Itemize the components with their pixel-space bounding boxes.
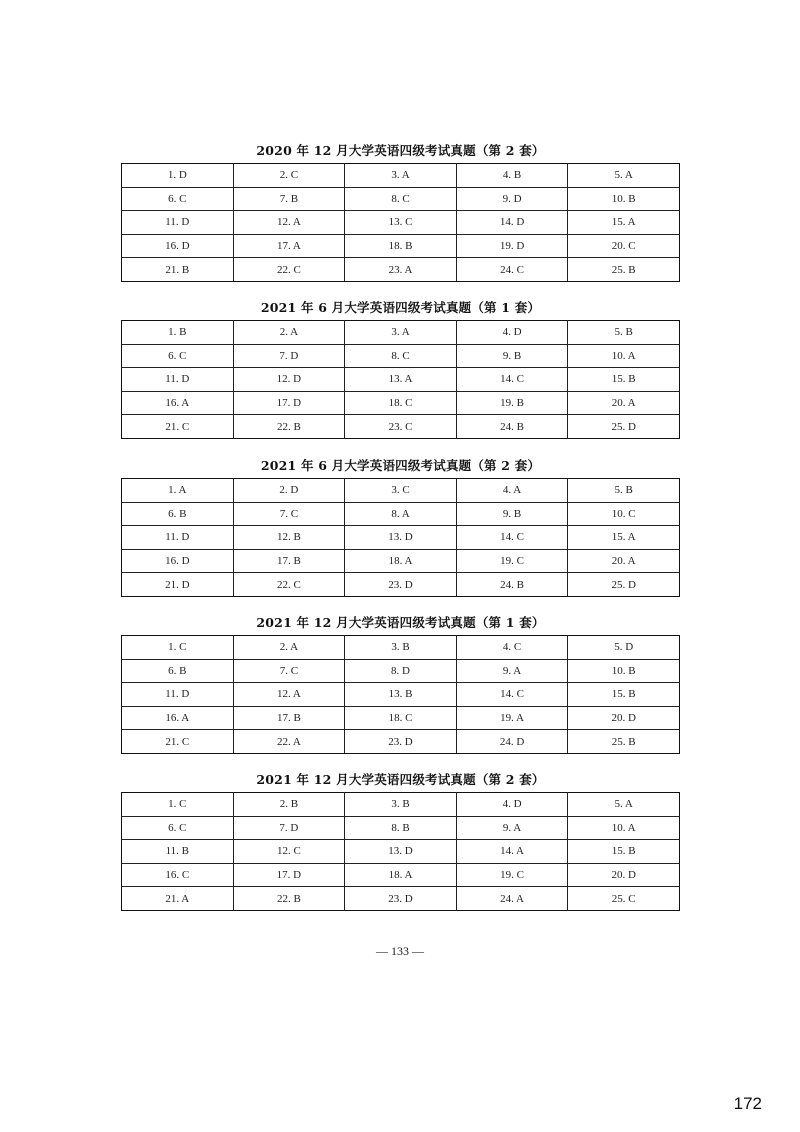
answer-cell: 9. B <box>456 502 568 526</box>
answer-cell: 19. D <box>456 234 568 258</box>
answer-table <box>121 635 680 754</box>
table-row <box>122 816 680 840</box>
answer-cell: 25. D <box>568 573 680 597</box>
answer-cell: 1. C <box>122 793 234 817</box>
answer-cell: 13. B <box>345 683 457 707</box>
answer-cell: 3. B <box>345 636 457 660</box>
answer-cell: 22. C <box>233 258 345 282</box>
answer-cell: 11. D <box>122 211 234 235</box>
answer-cell: 15. B <box>568 840 680 864</box>
answer-cell: 3. B <box>345 793 457 817</box>
answer-cell: 6. B <box>122 659 234 683</box>
answer-cell: 21. D <box>122 573 234 597</box>
answer-cell: 15. A <box>568 526 680 550</box>
answer-cell: 18. A <box>345 863 457 887</box>
answer-cell: 18. B <box>345 234 457 258</box>
answer-cell: 14. C <box>456 526 568 550</box>
answer-cell: 7. D <box>233 816 345 840</box>
answer-cell: 23. D <box>345 730 457 754</box>
answer-cell: 2. D <box>233 479 345 503</box>
answer-cell: 21. A <box>122 887 234 911</box>
answer-cell: 5. B <box>568 479 680 503</box>
answer-cell: 10. B <box>568 659 680 683</box>
answer-cell: 7. D <box>233 344 345 368</box>
table-row <box>122 391 680 415</box>
answer-cell: 16. A <box>122 391 234 415</box>
answer-cell: 13. C <box>345 211 457 235</box>
answer-cell: 2. C <box>233 164 345 188</box>
answer-cell: 7. C <box>233 502 345 526</box>
answer-cell: 8. B <box>345 816 457 840</box>
answer-cell: 4. D <box>456 321 568 345</box>
table-row <box>122 887 680 911</box>
answer-cell: 8. A <box>345 502 457 526</box>
table-row <box>122 636 680 660</box>
answer-cell: 9. B <box>456 344 568 368</box>
answer-cell: 12. A <box>233 211 345 235</box>
answer-cell: 4. B <box>456 164 568 188</box>
answer-cell: 8. C <box>345 187 457 211</box>
answer-cell: 4. A <box>456 479 568 503</box>
answer-cell: 19. C <box>456 549 568 573</box>
page-number-footer: — 133 — <box>376 944 424 958</box>
section-title: 2021 年 6 月大学英语四级考试真题（第 1 套） <box>260 300 541 315</box>
scan-page-number: 172 <box>733 1094 762 1113</box>
table-row <box>122 502 680 526</box>
answer-cell: 5. B <box>568 321 680 345</box>
answer-cell: 15. A <box>568 211 680 235</box>
answer-table <box>121 792 680 911</box>
answer-cell: 2. B <box>233 793 345 817</box>
answer-table <box>121 163 680 282</box>
answer-cell: 12. A <box>233 683 345 707</box>
answer-cell: 18. C <box>345 391 457 415</box>
answer-cell: 18. C <box>345 706 457 730</box>
table-row <box>122 344 680 368</box>
answer-cell: 8. D <box>345 659 457 683</box>
table-row <box>122 659 680 683</box>
answer-cell: 4. C <box>456 636 568 660</box>
answer-cell: 25. B <box>568 730 680 754</box>
answer-cell: 24. B <box>456 573 568 597</box>
answer-cell: 20. C <box>568 234 680 258</box>
table-row <box>122 573 680 597</box>
table-row <box>122 164 680 188</box>
answer-cell: 22. B <box>233 887 345 911</box>
answer-cell: 22. B <box>233 415 345 439</box>
table-row <box>122 234 680 258</box>
table-row <box>122 415 680 439</box>
answer-cell: 19. A <box>456 706 568 730</box>
answer-cell: 9. A <box>456 659 568 683</box>
answer-section-2021-jun-set1 <box>121 299 680 439</box>
answer-cell: 1. B <box>122 321 234 345</box>
answer-cell: 24. B <box>456 415 568 439</box>
answer-cell: 21. C <box>122 415 234 439</box>
answer-cell: 16. D <box>122 549 234 573</box>
answer-cell: 17. A <box>233 234 345 258</box>
table-row <box>122 863 680 887</box>
answer-cell: 10. B <box>568 187 680 211</box>
section-title: 2021 年 12 月大学英语四级考试真题（第 1 套） <box>256 615 545 630</box>
answer-cell: 6. C <box>122 344 234 368</box>
table-row <box>122 187 680 211</box>
answer-cell: 22. A <box>233 730 345 754</box>
answer-cell: 16. D <box>122 234 234 258</box>
answer-cell: 12. D <box>233 368 345 392</box>
table-row <box>122 706 680 730</box>
answer-cell: 10. C <box>568 502 680 526</box>
table-row <box>122 730 680 754</box>
answer-cell: 23. C <box>345 415 457 439</box>
answer-cell: 13. D <box>345 526 457 550</box>
section-title: 2020 年 12 月大学英语四级考试真题（第 2 套） <box>256 143 545 158</box>
table-row <box>122 321 680 345</box>
answer-cell: 17. D <box>233 391 345 415</box>
answer-cell: 16. C <box>122 863 234 887</box>
answer-cell: 11. D <box>122 526 234 550</box>
answer-cell: 23. D <box>345 573 457 597</box>
answer-cell: 6. C <box>122 816 234 840</box>
answer-cell: 24. A <box>456 887 568 911</box>
answer-table <box>121 320 680 439</box>
answer-cell: 9. D <box>456 187 568 211</box>
section-title: 2021 年 6 月大学英语四级考试真题（第 2 套） <box>260 458 541 473</box>
answer-cell: 2. A <box>233 636 345 660</box>
answer-cell: 5. A <box>568 793 680 817</box>
answer-cell: 17. B <box>233 549 345 573</box>
section-title: 2021 年 12 月大学英语四级考试真题（第 2 套） <box>256 772 545 787</box>
table-row <box>122 793 680 817</box>
answer-cell: 9. A <box>456 816 568 840</box>
answer-cell: 24. C <box>456 258 568 282</box>
answer-cell: 21. C <box>122 730 234 754</box>
answer-cell: 12. C <box>233 840 345 864</box>
answer-section-2020-dec-set2 <box>121 142 680 282</box>
answer-cell: 19. B <box>456 391 568 415</box>
answer-cell: 6. B <box>122 502 234 526</box>
answer-cell: 3. C <box>345 479 457 503</box>
answer-table <box>121 478 680 597</box>
answer-cell: 5. A <box>568 164 680 188</box>
table-row <box>122 683 680 707</box>
answer-cell: 12. B <box>233 526 345 550</box>
answer-cell: 20. D <box>568 706 680 730</box>
table-row <box>122 211 680 235</box>
answer-cell: 25. B <box>568 258 680 282</box>
answer-cell: 2. A <box>233 321 345 345</box>
answer-cell: 19. C <box>456 863 568 887</box>
answer-cell: 11. D <box>122 368 234 392</box>
answer-cell: 14. A <box>456 840 568 864</box>
answer-cell: 8. C <box>345 344 457 368</box>
answer-cell: 25. D <box>568 415 680 439</box>
answer-cell: 11. B <box>122 840 234 864</box>
answer-cell: 15. B <box>568 368 680 392</box>
table-row <box>122 526 680 550</box>
answer-cell: 20. A <box>568 391 680 415</box>
table-row <box>122 258 680 282</box>
answer-cell: 1. D <box>122 164 234 188</box>
answer-cell: 21. B <box>122 258 234 282</box>
answer-cell: 17. B <box>233 706 345 730</box>
answer-section-2021-dec-set1 <box>121 614 680 754</box>
answer-cell: 24. D <box>456 730 568 754</box>
table-row <box>122 549 680 573</box>
answer-cell: 13. D <box>345 840 457 864</box>
answer-cell: 1. A <box>122 479 234 503</box>
answer-cell: 25. C <box>568 887 680 911</box>
answer-cell: 23. A <box>345 258 457 282</box>
answer-section-2021-dec-set2 <box>121 771 680 911</box>
table-row <box>122 840 680 864</box>
table-row <box>122 479 680 503</box>
answer-cell: 3. A <box>345 321 457 345</box>
answer-cell: 18. A <box>345 549 457 573</box>
answer-cell: 10. A <box>568 344 680 368</box>
answer-cell: 7. C <box>233 659 345 683</box>
answer-cell: 10. A <box>568 816 680 840</box>
answer-cell: 22. C <box>233 573 345 597</box>
answer-section-2021-jun-set2 <box>121 457 680 597</box>
answer-cell: 23. D <box>345 887 457 911</box>
answer-cell: 14. C <box>456 368 568 392</box>
table-row <box>122 368 680 392</box>
answer-cell: 15. B <box>568 683 680 707</box>
answer-cell: 20. A <box>568 549 680 573</box>
answer-cell: 20. D <box>568 863 680 887</box>
answer-cell: 11. D <box>122 683 234 707</box>
answer-cell: 1. C <box>122 636 234 660</box>
answer-cell: 13. A <box>345 368 457 392</box>
answer-cell: 6. C <box>122 187 234 211</box>
answer-cell: 5. D <box>568 636 680 660</box>
answer-cell: 4. D <box>456 793 568 817</box>
answer-cell: 14. D <box>456 211 568 235</box>
answer-cell: 14. C <box>456 683 568 707</box>
answer-cell: 17. D <box>233 863 345 887</box>
answer-cell: 3. A <box>345 164 457 188</box>
answer-cell: 16. A <box>122 706 234 730</box>
answer-cell: 7. B <box>233 187 345 211</box>
